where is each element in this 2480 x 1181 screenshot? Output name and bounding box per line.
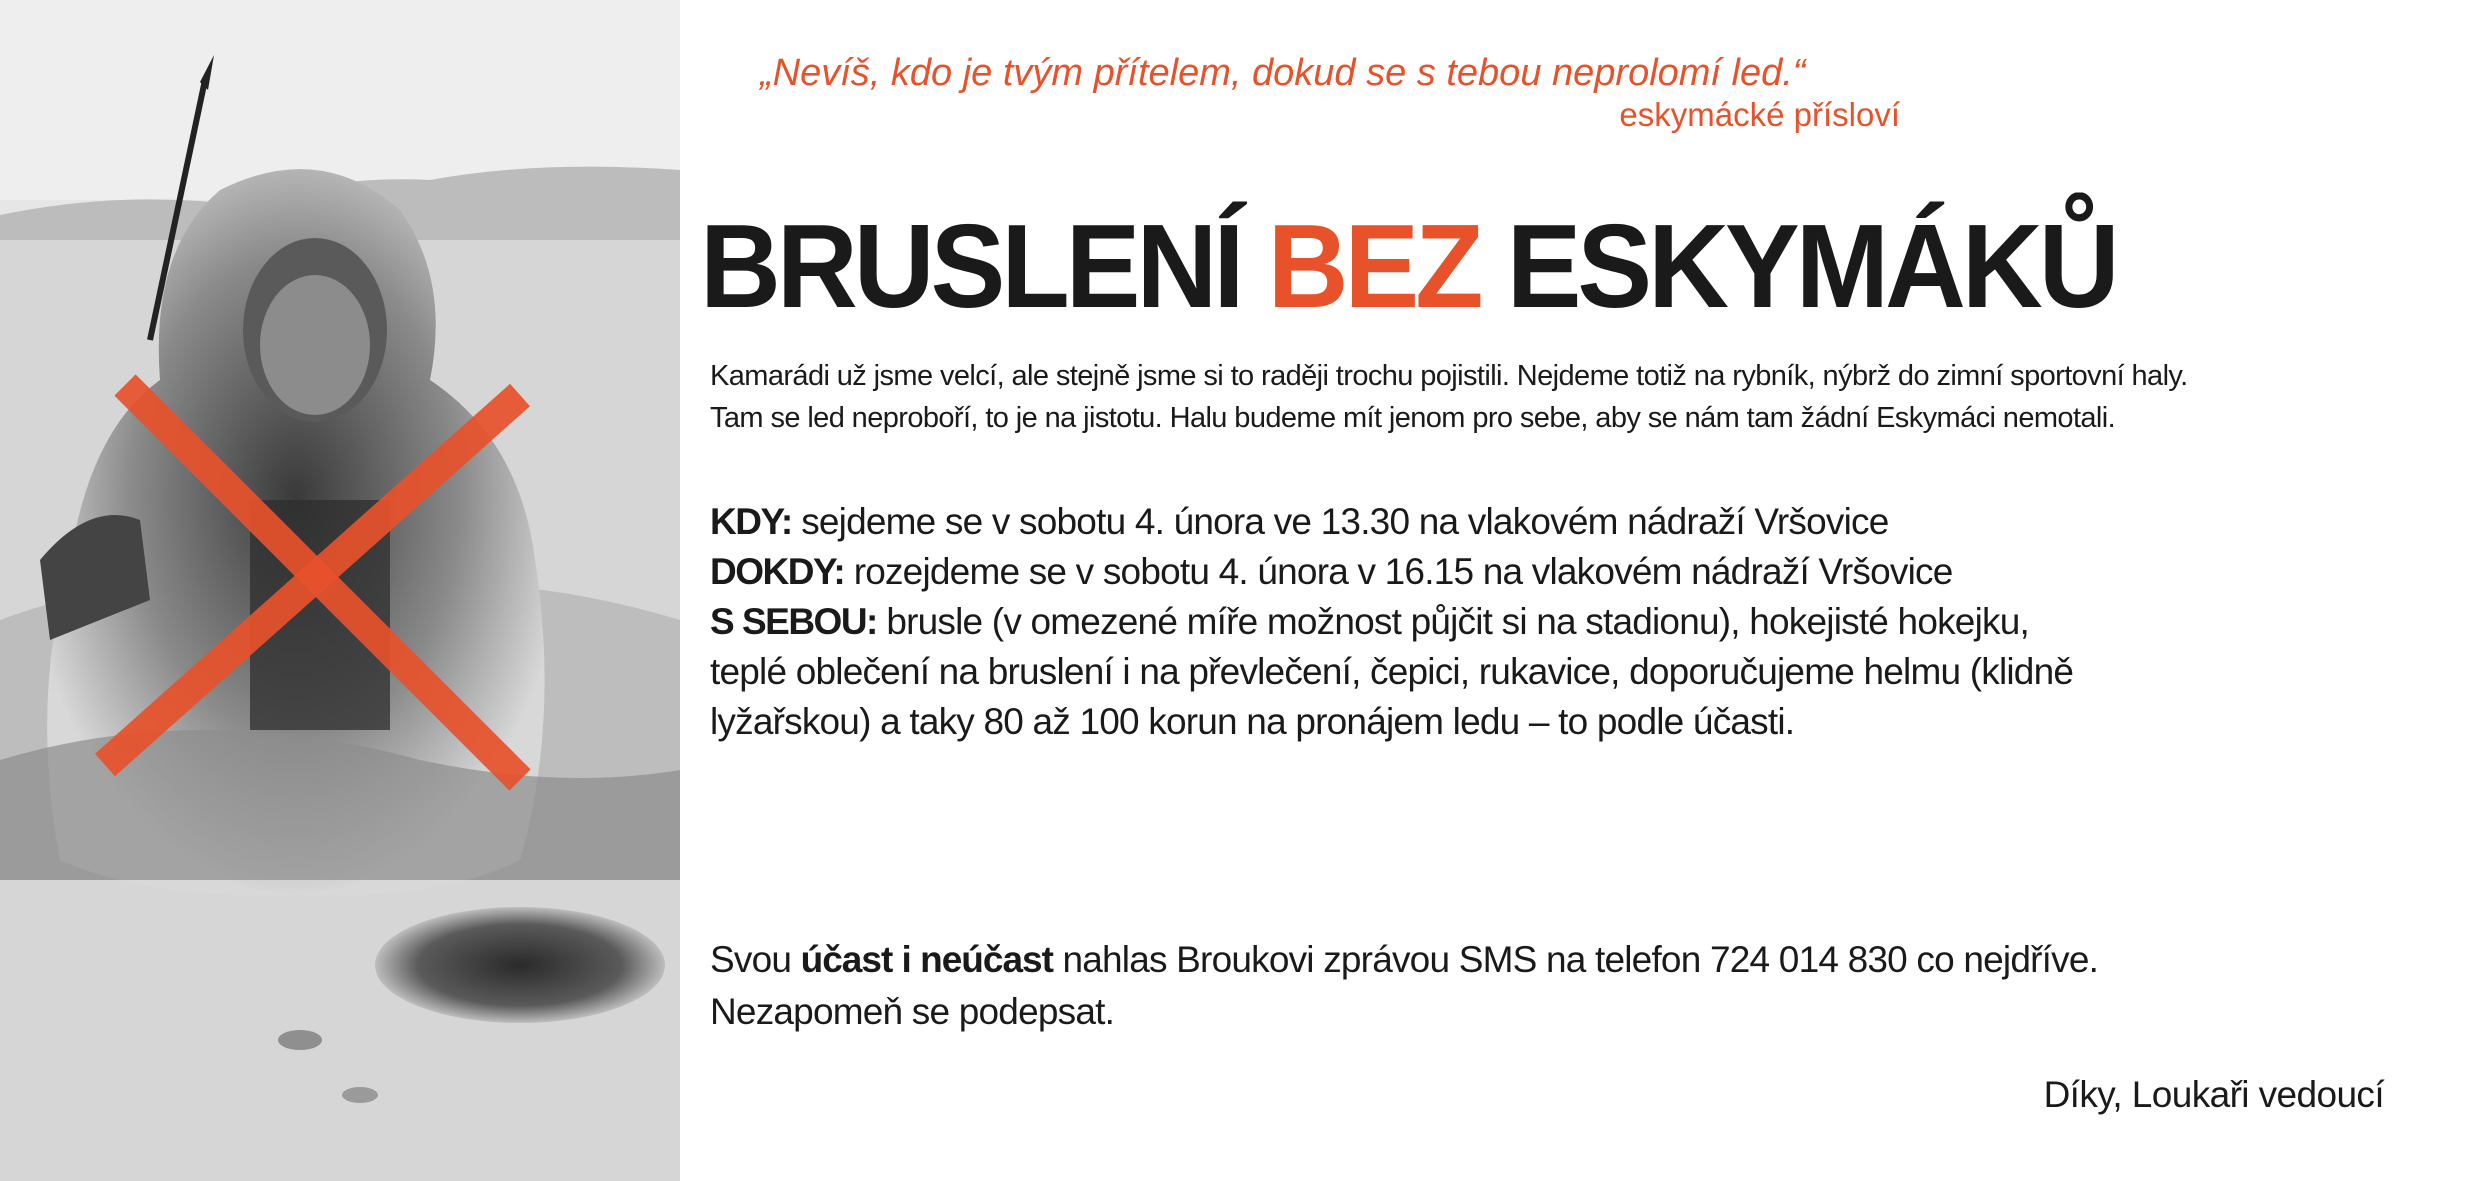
- detail-bring-text-3: lyžařskou) a taky 80 až 100 korun na pronájem ledu – to podle účasti.: [710, 701, 1795, 742]
- title-part2: ESKYMÁKŮ: [1506, 200, 2116, 333]
- rsvp-suffix: nahlas Broukovi zprávou SMS na telefon 724 014 830 co nejdříve.: [1062, 939, 2099, 980]
- quote-text: „Nevíš, kdo je tvým přítelem, dokud se s tebou neprolomí led.“: [760, 52, 1806, 94]
- detail-bring-text-1: brusle (v omezené míře možnost půjčit si na stadionu), hokejisté hokejku,: [886, 601, 2029, 642]
- intro-line-1: Kamarádi už jsme velcí, ale stejně jsme si to raději trochu pojistili. Nejdeme totiž na rybník, nýbrž do zimní sportovní haly.: [710, 360, 2188, 392]
- quote-source: eskymácké přísloví: [1619, 96, 1900, 133]
- detail-when-label: KDY:: [710, 501, 792, 542]
- intro-paragraph: [710, 355, 2450, 439]
- rsvp-emphasis: účast i neúčast: [800, 939, 1053, 980]
- eskimo-ice-fishing-icon: [0, 0, 680, 1181]
- detail-bring: [710, 597, 2450, 647]
- rsvp-prefix: Svou: [710, 939, 792, 980]
- event-details: [710, 497, 2450, 747]
- title-part1: BRUSLENÍ: [700, 200, 1241, 333]
- rsvp-line-1: [710, 934, 2450, 986]
- title-accent: BEZ: [1267, 200, 1480, 333]
- detail-until-text: rozejdeme se v sobotu 4. února v 16.15 na vlakovém nádraží Vršovice: [853, 551, 1953, 592]
- detail-bring-text-2: teplé oblečení na bruslení i na převlečení, čepici, rukavice, doporučujeme helmu (klidně: [710, 651, 2074, 692]
- detail-bring-label: S SEBOU:: [710, 601, 877, 642]
- rsvp-paragraph: [710, 934, 2450, 1038]
- eskimo-photo: [0, 0, 680, 1181]
- rsvp-line-2: Nezapomeň se podepsat.: [710, 991, 1115, 1032]
- invitation-content: [700, 0, 2448, 1181]
- page-title: [700, 198, 2116, 336]
- proverb-quote: [760, 50, 1960, 96]
- detail-when: [710, 497, 2450, 547]
- intro-line-2: Tam se led neproboří, to je na jistotu. Halu budeme mít jenom pro sebe, aby se nám tam žádní Eskymáci nemotali.: [710, 402, 2116, 434]
- detail-when-text: sejdeme se v sobotu 4. února ve 13.30 na vlakovém nádraží Vršovice: [801, 501, 1889, 542]
- signoff: Díky, Loukaři vedoucí: [2043, 1074, 2384, 1115]
- detail-until: [710, 547, 2450, 597]
- detail-until-label: DOKDY:: [710, 551, 845, 592]
